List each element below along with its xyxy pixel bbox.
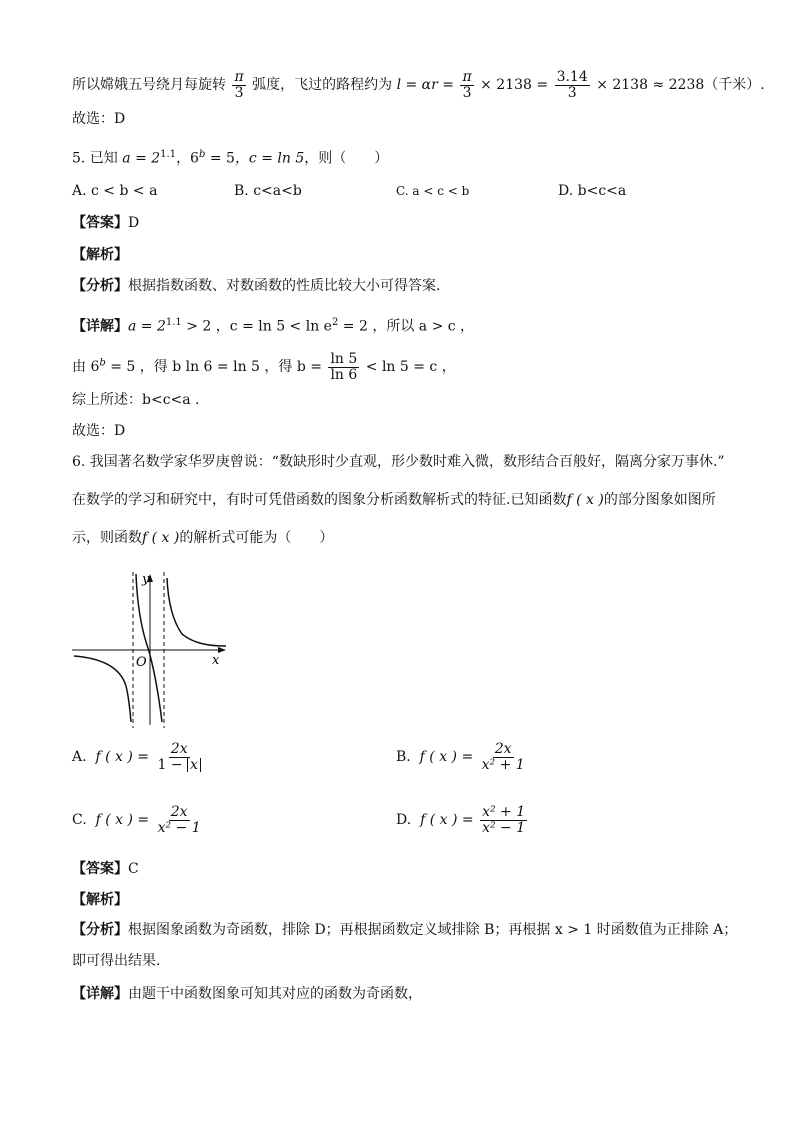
denominator <box>155 758 202 773</box>
label: C. <box>72 812 87 829</box>
q6-analysis-line1 <box>72 920 737 940</box>
label: B. <box>396 749 411 766</box>
formula: l = αr = <box>396 77 454 94</box>
q5-option-d: D. b<c<a <box>558 183 627 199</box>
label: 【分析】 <box>72 922 128 938</box>
text: 根据指数函数、对数函数的性质比较大小可得答案. <box>128 278 441 294</box>
text: 5. 已知 <box>72 150 118 167</box>
function-graph <box>70 570 230 730</box>
right-branch <box>167 578 226 646</box>
exponent: b <box>198 149 206 160</box>
denominator: 3 <box>234 84 244 101</box>
formula: f ( x ) = <box>419 749 474 766</box>
text: 由题干中函数图象可知其对应的函数为奇函数， <box>128 986 422 1002</box>
question-6-line2 <box>72 490 716 510</box>
formula: ，6 <box>176 150 199 167</box>
q6-detail <box>72 984 422 1004</box>
q5-option-b: B. c<a<b <box>234 183 302 199</box>
exponent: 2 <box>331 317 339 328</box>
q5-option-c: C. a < c < b <box>396 184 470 198</box>
fraction <box>480 742 527 772</box>
solution-line-radians <box>72 70 765 100</box>
numerator: π <box>234 69 244 85</box>
denominator: 3 <box>567 84 577 101</box>
q6-jiexi-heading: 【解析】 <box>72 892 128 908</box>
fraction <box>155 742 202 772</box>
label: 【分析】 <box>72 278 128 294</box>
q6-option-d <box>396 805 529 835</box>
q6-option-a <box>72 742 205 772</box>
fraction <box>460 70 473 100</box>
denominator: x² − 1 <box>482 819 526 836</box>
formula: 由 6 <box>72 359 100 376</box>
label: A. <box>72 749 87 766</box>
left-branch <box>74 656 131 722</box>
formula: a = 2 <box>122 150 161 167</box>
fraction-ln5-ln6 <box>328 352 359 382</box>
q5-choose: 故选：D <box>72 423 126 439</box>
x-label: x <box>212 653 220 668</box>
numerator: 3.14 <box>556 69 588 85</box>
middle-branch <box>136 574 162 722</box>
formula: f ( x ) = <box>420 812 474 829</box>
denominator: 3 <box>462 84 472 101</box>
fraction-pi-over-3 <box>232 70 245 100</box>
label: D. <box>396 812 412 829</box>
label: 【详解】 <box>72 318 128 335</box>
denominator: x² + 1 <box>481 756 525 773</box>
formula: a = 2 <box>128 318 166 335</box>
label: 【答案】 <box>72 215 128 231</box>
denominator: ln 6 <box>330 366 358 383</box>
text: 所以嫦娥五号绕月每旋转 <box>72 77 226 94</box>
q5-option-a: A. c < b < a <box>72 183 158 199</box>
text: 根据图象函数为奇函数，排除 D；再根据函数定义域排除 B；再根据 x > 1 时函数值为正排除 A； <box>128 922 738 938</box>
value: D <box>128 215 140 231</box>
text: 的部分图象如图所 <box>603 492 716 508</box>
formula: = 5 ，得 b ln 6 = ln 5 ，得 b = <box>105 359 322 376</box>
text: 弧度，飞过的路程约为 <box>252 77 393 94</box>
numerator: 2x <box>170 741 188 757</box>
question-6-line3 <box>72 528 333 548</box>
q5-detail-line2 <box>72 352 456 382</box>
abs-x: x <box>187 758 201 772</box>
value: C <box>128 861 139 877</box>
q5-analysis <box>72 276 440 296</box>
text: 1 − <box>157 756 183 773</box>
fraction <box>555 70 590 100</box>
formula: × 2138 ≈ 2238（千米）. <box>596 77 765 94</box>
fraction <box>156 805 203 835</box>
origin-label: O <box>136 655 147 670</box>
text: 的解析式可能为（ ） <box>179 530 334 546</box>
formula: > 2 ，c = ln 5 < ln e <box>181 318 332 335</box>
answer-choice-line: 故选：D <box>72 111 126 127</box>
exponent: b <box>99 357 106 369</box>
formula: × 2138 = <box>480 77 549 94</box>
numerator: π <box>462 69 472 85</box>
denominator: x² − 1 <box>157 819 201 836</box>
formula: f ( x ) <box>566 492 604 508</box>
numerator: ln 5 <box>330 351 358 367</box>
question-6-line1: 6. 我国著名数学家华罗庚曾说：“数缺形时少直观，形少数时难入微，数形结合百般好，隔离分家万事休.” <box>72 454 725 470</box>
q6-answer <box>72 859 139 879</box>
formula: f ( x ) = <box>95 749 150 766</box>
text: 示，则函数 <box>72 530 142 546</box>
q5-summary: 综上所述：b<c<a . <box>72 392 200 408</box>
formula: = 2 ，所以 a > c ， <box>338 318 475 335</box>
formula: < ln 5 = c ， <box>365 359 456 376</box>
q5-answer <box>72 213 139 233</box>
text: 在数学的学习和研究中，有时可凭借函数的图象分析函数解析式的特征.已知函数 <box>72 492 567 508</box>
numerator: 2x <box>494 741 512 757</box>
q5-detail-line1 <box>72 313 474 337</box>
q6-option-b <box>396 742 529 772</box>
formula: = 5 <box>205 150 235 167</box>
formula: ，c = ln 5 <box>234 150 305 167</box>
label: 【答案】 <box>72 861 128 877</box>
q5-jiexi-heading: 【解析】 <box>72 247 128 263</box>
q6-option-c <box>72 805 205 835</box>
numerator: x² + 1 <box>482 804 526 820</box>
exponent: 1.1 <box>165 317 182 328</box>
exponent: 1.1 <box>160 149 177 160</box>
formula: f ( x ) = <box>95 812 150 829</box>
fraction <box>480 805 527 835</box>
formula: f ( x ) <box>142 530 180 546</box>
numerator: 2x <box>170 804 188 820</box>
y-label: y <box>142 572 150 587</box>
question-5-stem <box>72 145 388 169</box>
text: ，则（ ） <box>304 150 389 167</box>
label: 【详解】 <box>72 986 128 1002</box>
q6-analysis-line2: 即可得出结果. <box>72 953 161 969</box>
